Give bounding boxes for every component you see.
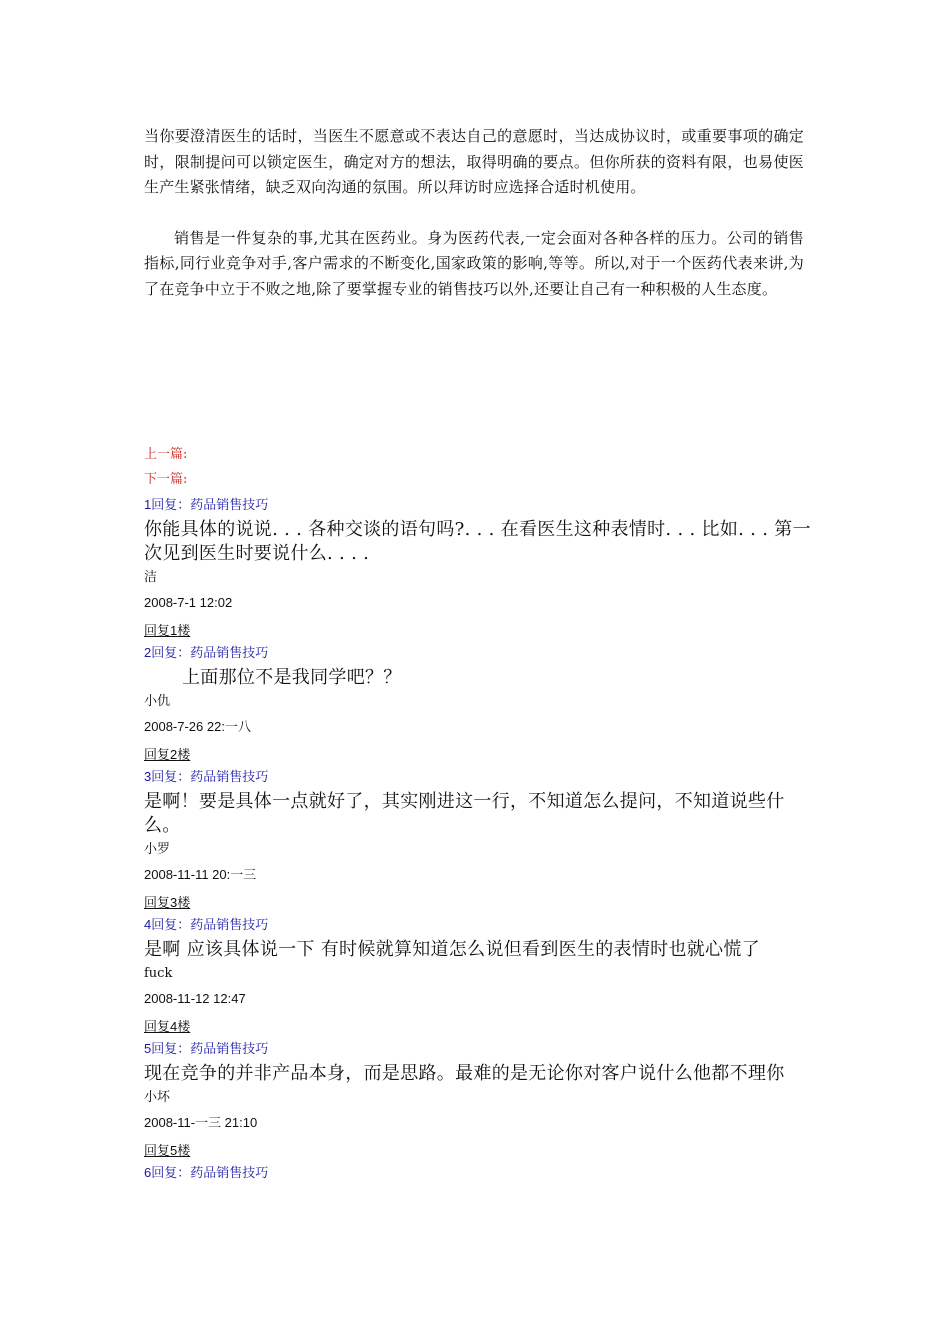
reply-item [144,769,814,917]
reply-author: 小仇 [144,694,171,709]
floor-number: 1 [170,623,178,638]
reply-number: 1 [144,497,152,512]
floor-number: 3 [170,895,178,910]
floor-prefix: 回复 [144,1020,171,1035]
reply-title [144,769,814,786]
reply-title [144,645,814,662]
reply-title-text: 回复：药品销售技巧 [151,1166,269,1181]
floor-prefix: 回复 [144,624,171,639]
reply-number: 4 [144,917,152,932]
reply-content: 是啊！要是具体一点就好了，其实刚进这一行，不知道怎么提问，不知道说些什么。 [144,791,785,836]
reply-thread [144,497,814,1182]
reply-floor-link[interactable] [144,1019,190,1035]
reply-number: 5 [144,1041,152,1056]
reply-title-text: 回复：药品销售技巧 [151,498,269,513]
reply-content: 是啊 应该具体说一下 有时候就算知道怎么说但看到医生的表情时也就心慌了 [144,939,760,960]
floor-prefix: 回复 [144,896,171,911]
floor-number: 2 [170,747,178,762]
reply-number: 2 [144,645,152,660]
reply-timestamp: 2008-11-11 20:一三 [144,867,257,882]
reply-timestamp: 2008-7-1 12:02 [144,595,233,610]
reply-timestamp: 2008-7-26 22:一八 [144,719,251,734]
reply-author: 洁 [144,570,158,585]
reply-title [144,917,814,934]
reply-title-text: 回复：药品销售技巧 [151,646,269,661]
reply-content: 上面那位不是我同学吧？？ [182,667,402,688]
reply-content: 你能具体的说说. . . 各种交谈的语句吗?. . . 在看医生这种表情时. . . 比如. . . 第一次见到医生时要说什么. . . . [144,519,811,564]
reply-item [144,497,814,645]
reply-item [144,1041,814,1165]
reply-item [144,645,814,769]
prev-article-link[interactable]: 上一篇: [144,447,188,462]
reply-timestamp: 2008-11-一三 21:10 [144,1115,258,1130]
next-article-link[interactable]: 下一篇: [144,472,188,487]
reply-title [144,497,814,514]
reply-author: fuck [144,966,173,981]
floor-suffix: 楼 [177,1020,191,1035]
floor-suffix: 楼 [177,748,191,763]
reply-number: 3 [144,769,152,784]
reply-item [144,917,814,1041]
article-paragraph: 销售是一件复杂的事,尤其在医药业。身为医药代表,一定会面对各种各样的压力。公司的销售指标,同行业竞争对手,客户需求的不断变化,国家政策的影响,等等。所以,对于一个医药代表来讲,为了在竞争中立于不败之地,除了要掌握专业的销售技巧以外,还要让自己有一种积极的人生态度。 [144,228,804,298]
reply-item [144,1165,814,1182]
floor-number: 4 [170,1019,178,1034]
article-body [144,124,804,302]
reply-author: 小坏 [144,1090,171,1105]
reply-floor-link[interactable] [144,895,190,911]
floor-prefix: 回复 [144,748,171,763]
article-paragraph: 当你要澄清医生的话时，当医生不愿意或不表达自己的意愿时，当达成协议时，或重要事项的确定时，限制提问可以锁定医生，确定对方的想法，取得明确的要点。但你所获的资料有限，也易使医生产生紧张情绪，缺乏双向沟通的氛围。所以拜访时应选择合适时机使用。 [144,127,804,196]
floor-number: 5 [170,1143,178,1158]
reply-title [144,1165,814,1182]
floor-prefix: 回复 [144,1144,171,1159]
reply-floor-link[interactable] [144,747,190,763]
reply-title-text: 回复：药品销售技巧 [151,1042,269,1057]
reply-title-text: 回复：药品销售技巧 [151,770,269,785]
reply-title-text: 回复：药品销售技巧 [151,918,269,933]
reply-floor-link[interactable] [144,1143,190,1159]
reply-content: 现在竞争的并非产品本身，而是思路。最难的是无论你对客户说什么他都不理你 [144,1063,785,1084]
floor-suffix: 楼 [177,624,191,639]
floor-suffix: 楼 [177,896,191,911]
reply-title [144,1041,814,1058]
reply-floor-link[interactable] [144,623,190,639]
reply-author: 小罗 [144,842,171,857]
reply-timestamp: 2008-11-12 12:47 [144,991,246,1006]
reply-number: 6 [144,1165,152,1180]
floor-suffix: 楼 [177,1144,191,1159]
